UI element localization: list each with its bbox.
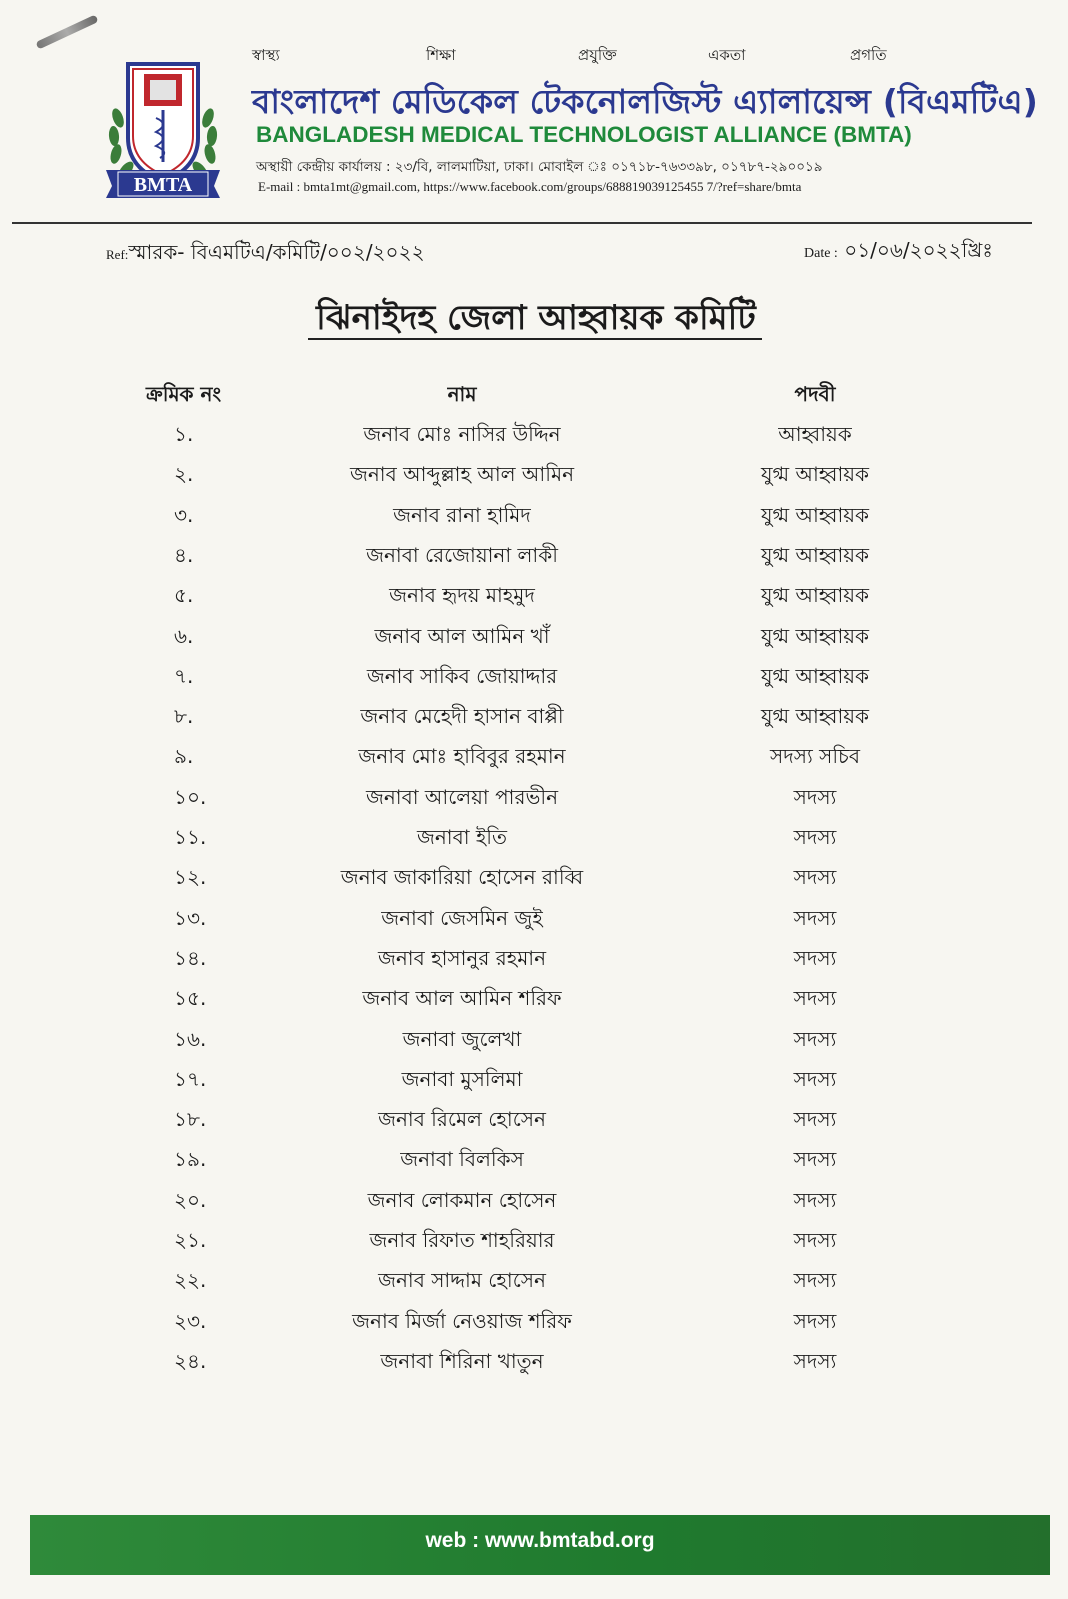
table-row	[0, 1145, 1068, 1186]
logo-text: BMTA	[133, 174, 193, 196]
row-serial: ১৬.	[174, 1026, 207, 1051]
row-serial: ৬.	[174, 623, 194, 648]
row-post: সদস্য	[793, 1147, 837, 1172]
row-name: জনাব মোঃ হাবিবুর রহমান	[358, 744, 566, 769]
motto-education: শিক্ষা	[426, 46, 456, 64]
contact-email: E-mail : bmta1mt@gmail.com, https://www.facebook.com/groups/688819039125455 7/?ref=share/bmta	[258, 179, 802, 194]
date-label: Date :	[804, 246, 838, 261]
row-serial: ২৪.	[174, 1348, 207, 1373]
row-serial: ১৯.	[174, 1147, 207, 1172]
motto-row	[250, 44, 920, 68]
table-row	[0, 1025, 1068, 1066]
row-name: জনাবা জুলেখা	[402, 1026, 522, 1051]
row-post: যুগ্ম আহ্বায়ক	[760, 704, 870, 729]
ref-label: Ref:	[106, 247, 129, 262]
row-post: সদস্য	[793, 1066, 837, 1091]
row-name: জনাব আল আমিন খাঁ	[374, 623, 550, 648]
ref-value: স্মারক- বিএমটিএ/কমিটি/০০২/২০২২	[128, 240, 425, 264]
row-post: সদস্য	[793, 1187, 837, 1212]
pen-mark	[35, 14, 98, 49]
row-name: জনাব মেহেদী হাসান বাপ্পী	[360, 704, 564, 729]
footer-website: web : www.bmtabd.org	[425, 1529, 655, 1552]
row-post: সদস্য	[793, 1348, 837, 1373]
table-row	[0, 1065, 1068, 1106]
row-post: যুগ্ম আহ্বায়ক	[760, 502, 870, 527]
row-name: জনাব আব্দুল্লাহ আল আমিন	[349, 462, 575, 487]
table-row	[0, 1266, 1068, 1307]
motto-technology: প্রযুক্তি	[578, 46, 617, 64]
table-row	[0, 823, 1068, 864]
memo-date	[804, 236, 993, 269]
motto-progress: প্রগতি	[850, 46, 887, 64]
bmta-logo	[104, 58, 222, 200]
table-row	[0, 501, 1068, 542]
motto-health: স্বাস্থ্য	[252, 46, 280, 64]
table-row	[0, 863, 1068, 904]
org-name-english: BANGLADESH MEDICAL TECHNOLOGIST ALLIANCE (BMTA)	[256, 122, 912, 147]
row-name: জনাব হৃদয় মাহমুদ	[389, 583, 535, 608]
row-name: জনাবা বিলকিস	[400, 1147, 524, 1172]
column-header-serial: ক্রমিক নং	[146, 382, 222, 406]
row-serial: ২.	[174, 462, 194, 487]
table-row	[0, 622, 1068, 663]
row-serial: ২২.	[174, 1268, 207, 1293]
row-post: সদস্য	[793, 865, 837, 890]
table-row	[0, 1226, 1068, 1267]
row-post: যুগ্ম আহ্বায়ক	[760, 623, 870, 648]
table-row	[0, 1347, 1068, 1388]
motto-unity: একতা	[708, 46, 746, 64]
date-value: ০১/০৬/২০২২খ্রিঃ	[844, 238, 993, 262]
row-serial: ১.	[174, 422, 194, 446]
row-name: জনাব মোঃ নাসির উদ্দিন	[363, 422, 561, 446]
row-post: সদস্য	[793, 945, 837, 970]
row-serial: ৩.	[174, 502, 194, 527]
row-serial: ৭.	[174, 663, 194, 688]
column-header-name: নাম	[447, 382, 477, 406]
row-name: জনাব লোকমান হোসেন	[367, 1187, 557, 1212]
row-post: সদস্য	[793, 825, 837, 849]
office-address: অস্থায়ী কেন্দ্রীয় কার্যালয় : ২৩/বি, লালমাটিয়া, ঢাকা। মোবাইল ঃ ০১৭১৮-৭৬৩৩৯৮, ০১৭৮৭-২৯০০১৯	[256, 159, 823, 175]
row-post: সদস্য	[793, 986, 837, 1011]
row-post: সদস্য	[793, 1107, 837, 1132]
table-row	[0, 984, 1068, 1025]
row-serial: ৪.	[174, 542, 194, 567]
row-serial: ৯.	[174, 744, 194, 769]
row-name: জনাবা মুসলিমা	[401, 1066, 523, 1091]
row-serial: ১৮.	[174, 1107, 207, 1132]
row-post: সদস্য	[793, 1026, 837, 1051]
table-row	[0, 944, 1068, 985]
row-name: জনাবা ইতি	[416, 825, 508, 849]
table-row	[0, 702, 1068, 743]
row-serial: ২১.	[174, 1228, 207, 1252]
row-name: জনাব আল আমিন শরিফ	[362, 986, 562, 1011]
document-title: ঝিনাইদহ জেলা আহ্বায়ক কমিটি	[316, 298, 756, 338]
column-header-post: পদবী	[794, 382, 836, 406]
row-name: জনাব সাকিব জোয়াদ্দার	[366, 663, 558, 688]
row-name: জনাবা জেসমিন জুই	[381, 905, 543, 930]
row-name: জনাব রিফাত শাহরিয়ার	[369, 1228, 555, 1252]
row-name: জনাব হাসানুর রহমান	[377, 945, 547, 970]
row-serial: ১৪.	[174, 945, 207, 970]
row-serial: ২০.	[174, 1187, 207, 1212]
row-post: সদস্য সচিব	[770, 744, 860, 769]
table-row	[0, 541, 1068, 582]
row-name: জনাব মির্জা নেওয়াজ শরিফ	[352, 1308, 572, 1333]
row-name: জনাবা আলেয়া পারভীন	[365, 784, 559, 809]
row-serial: ২৩.	[174, 1308, 207, 1333]
row-name: জনাবা শিরিনা খাতুন	[380, 1348, 544, 1373]
row-serial: ১৫.	[174, 986, 207, 1011]
row-serial: ১৩.	[174, 905, 207, 930]
row-serial: ৫.	[174, 583, 194, 608]
row-post: সদস্য	[793, 1308, 837, 1333]
row-post: সদস্য	[793, 1268, 837, 1293]
row-name: জনাব রানা হামিদ	[393, 502, 531, 527]
table-row	[0, 460, 1068, 501]
table-row	[0, 581, 1068, 622]
row-post: সদস্য	[793, 1228, 837, 1252]
table-row	[0, 1307, 1068, 1348]
table-row	[0, 904, 1068, 945]
row-serial: ৮.	[174, 704, 194, 729]
table-row	[0, 742, 1068, 783]
row-post: সদস্য	[793, 784, 837, 809]
row-post: যুগ্ম আহ্বায়ক	[760, 583, 870, 608]
table-row	[0, 662, 1068, 703]
table-row	[0, 420, 1068, 461]
row-name: জনাবা রেজোয়ানা লাকী	[366, 542, 558, 567]
header-divider	[12, 222, 1032, 224]
org-name-bangla: বাংলাদেশ মেডিকেল টেকনোলজিস্ট এ্যালায়েন্স (বিএমটিএ)	[252, 82, 1039, 121]
row-post: যুগ্ম আহ্বায়ক	[760, 542, 870, 567]
row-serial: ১১.	[174, 825, 207, 849]
row-post: যুগ্ম আহ্বায়ক	[760, 663, 870, 688]
memo-reference	[106, 238, 425, 271]
row-post: আহ্বায়ক	[778, 422, 852, 446]
table-row	[0, 1186, 1068, 1227]
footer-bar	[30, 1515, 1050, 1575]
table-row	[0, 783, 1068, 824]
row-name: জনাব সাদ্দাম হোসেন	[378, 1268, 546, 1293]
row-serial: ১২.	[174, 865, 207, 890]
row-serial: ১০.	[174, 784, 207, 809]
title-underline	[308, 338, 762, 340]
row-name: জনাব রিমেল হোসেন	[378, 1107, 546, 1132]
row-post: সদস্য	[793, 905, 837, 930]
row-serial: ১৭.	[174, 1066, 207, 1091]
row-name: জনাব জাকারিয়া হোসেন রাব্বি	[340, 865, 584, 890]
table-row	[0, 1105, 1068, 1146]
row-post: যুগ্ম আহ্বায়ক	[760, 462, 870, 487]
